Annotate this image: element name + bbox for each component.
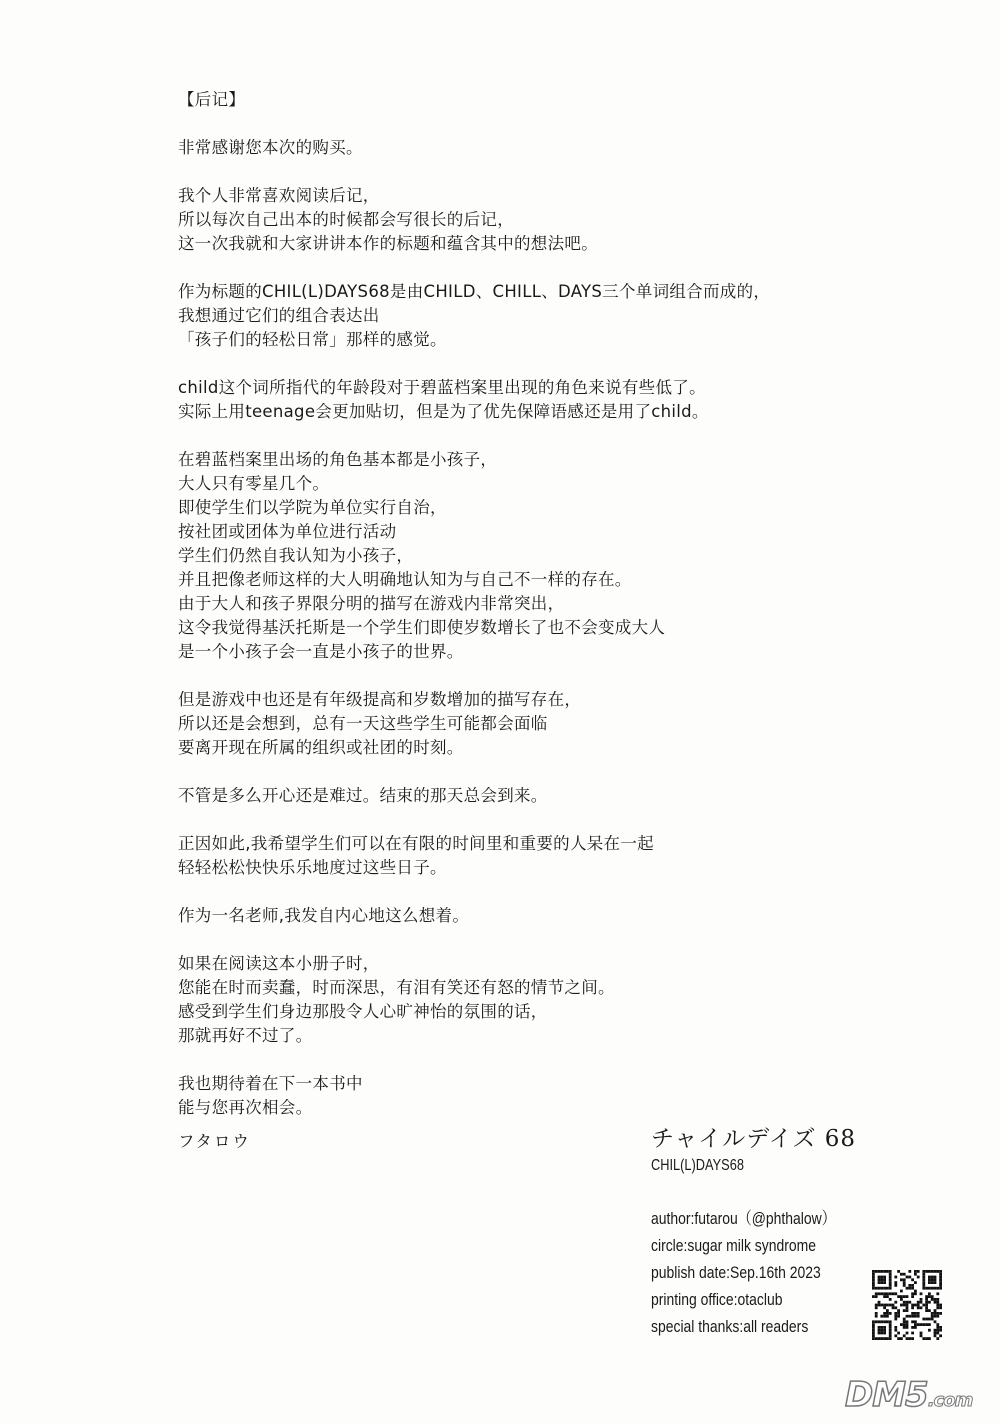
afterword-line: 非常感谢您本次的购买。	[178, 138, 363, 157]
afterword-paragraph	[178, 448, 878, 664]
afterword-line: 这令我觉得基沃托斯是一个学生们即使岁数增长了也不会变成大人	[178, 618, 666, 637]
afterword-paragraph	[178, 136, 878, 160]
afterword-line: 由于大人和孩子界限分明的描写在游戏内非常突出，	[178, 594, 565, 613]
afterword-line: 按社团或团体为单位进行活动	[178, 522, 397, 541]
afterword-line: 作为一名老师,我发自内心地这么想着。	[178, 906, 470, 925]
afterword-line: 正因如此,我希望学生们可以在有限的时间里和重要的人呆在一起	[178, 834, 654, 853]
afterword-line: 学生们仍然自我认知为小孩子，	[178, 546, 414, 565]
author-signature: フタロウ	[178, 1132, 251, 1151]
credit-line: circle:sugar milk syndrome	[651, 1236, 817, 1255]
afterword-line: 作为标题的CHIL(L)DAYS68是由CHILD、CHILL、DAYS三个单词组合而成的，	[178, 282, 771, 301]
colophon-credits	[651, 1205, 876, 1340]
afterword-line: 所以每次自己出本的时候都会写很长的后记，	[178, 210, 514, 229]
afterword-line: child这个词所指代的年龄段对于碧蓝档案里出现的角色来说有些低了。	[178, 378, 706, 397]
afterword-paragraph	[178, 376, 878, 424]
afterword-paragraph	[178, 904, 878, 928]
credit-line: special thanks:all readers	[651, 1317, 809, 1336]
afterword-paragraph	[178, 784, 878, 808]
afterword-line: 要离开现在所属的组织或社团的时刻。	[178, 738, 464, 757]
afterword-line: 「孩子们的轻松日常」那样的感觉。	[178, 330, 447, 349]
afterword-paragraph	[178, 952, 878, 1048]
watermark-suffix: .com	[927, 1390, 973, 1411]
afterword-line: 这一次我就和大家讲讲本作的标题和蕴含其中的想法吧。	[178, 234, 598, 253]
afterword-line: 是一个小孩子会一直是小孩子的世界。	[178, 642, 464, 661]
afterword-line: 轻轻松松快快乐乐地度过这些日子。	[178, 858, 447, 877]
afterword-line: 那就再好不过了。	[178, 1026, 313, 1045]
afterword-line: 实际上用teenage会更加贴切，但是为了优先保障语感还是用了child。	[178, 402, 709, 421]
afterword-line: 并且把像老师这样的大人明确地认知为与自己不一样的存在。	[178, 570, 632, 589]
afterword-paragraph	[178, 184, 878, 256]
colophon	[651, 1120, 951, 1175]
afterword-line: 但是游戏中也还是有年级提高和岁数增加的描写存在，	[178, 690, 582, 709]
afterword-paragraph	[178, 280, 878, 352]
book-title-japanese: チャイルデイズ 68	[651, 1126, 857, 1152]
afterword-line: 我也期待着在下一本书中	[178, 1074, 363, 1093]
afterword-line: 所以还是会想到，总有一天这些学生可能都会面临	[178, 714, 548, 733]
afterword-line: 能与您再次相会。	[178, 1098, 313, 1117]
credit-line: publish date:Sep.16th 2023	[651, 1263, 821, 1282]
watermark-brand: DM5	[845, 1375, 928, 1415]
credit-line: printing office:otaclub	[651, 1290, 783, 1309]
afterword-line: 不管是多么开心还是难过。结束的那天总会到来。	[178, 786, 548, 805]
afterword	[178, 88, 878, 1144]
credit-line: author:futarou（@phthalow）	[651, 1209, 836, 1228]
afterword-heading: 【后记】	[178, 90, 246, 109]
afterword-paragraph	[178, 688, 878, 760]
qr-code-icon	[872, 1270, 942, 1340]
afterword-line: 您能在时而卖蠢，时而深思，有泪有笑还有怒的情节之间。	[178, 978, 615, 997]
afterword-line: 在碧蓝档案里出场的角色基本都是小孩子，	[178, 450, 498, 469]
afterword-line: 即使学生们以学院为单位实行自治，	[178, 498, 447, 517]
afterword-line: 感受到学生们身边那股令人心旷神怡的氛围的话，	[178, 1002, 548, 1021]
afterword-line: 我个人非常喜欢阅读后记，	[178, 186, 380, 205]
afterword-line: 我想通过它们的组合表达出	[178, 306, 380, 325]
afterword-paragraph	[178, 1072, 878, 1120]
afterword-paragraph	[178, 832, 878, 880]
afterword-line: 大人只有零星几个。	[178, 474, 330, 493]
afterword-line: 如果在阅读这本小册子时，	[178, 954, 380, 973]
book-title-english: CHIL(L)DAYS68	[651, 1157, 744, 1174]
afterword-body	[178, 136, 878, 1120]
watermark-logo	[845, 1375, 972, 1415]
